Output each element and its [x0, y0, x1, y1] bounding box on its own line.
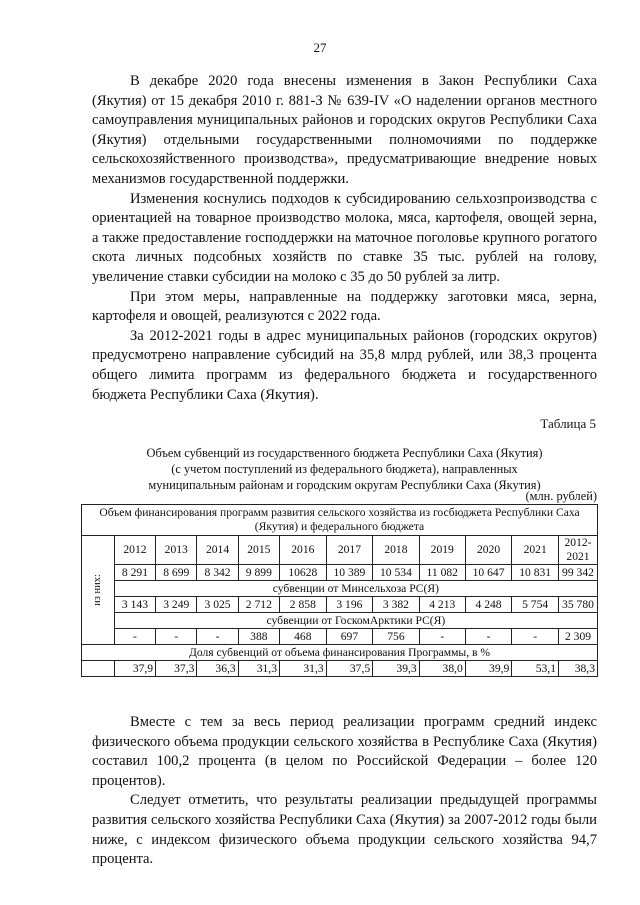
share-cell: 38,0 — [419, 661, 465, 677]
goskomarktiki-cell: 468 — [280, 629, 327, 645]
minselhoz-cell: 2 712 — [238, 597, 279, 613]
share-cell: 37,9 — [114, 661, 155, 677]
goskomarktiki-cell: - — [419, 629, 465, 645]
body-text-bottom — [92, 713, 597, 870]
minselhoz-cell: 3 025 — [197, 597, 238, 613]
share-cell: 39,9 — [465, 661, 512, 677]
year-cell: 2012-2021 — [559, 536, 598, 565]
table-caption-line: муниципальным районам и городским округам Республики Саха (Якутия) — [148, 478, 541, 492]
total-cell: 8 291 — [114, 565, 155, 581]
goskomarktiki-label: субвенции от ГоскомАрктики РС(Я) — [114, 613, 597, 629]
share-spacer — [82, 661, 115, 677]
minselhoz-cell: 5 754 — [512, 597, 559, 613]
year-cell: 2019 — [419, 536, 465, 565]
minselhoz-cell: 35 780 — [559, 597, 598, 613]
share-cell: 53,1 — [512, 661, 559, 677]
goskomarktiki-cell: 388 — [238, 629, 279, 645]
share-cell: 36,3 — [197, 661, 238, 677]
total-cell: 10 389 — [326, 565, 373, 581]
paragraph: Следует отметить, что результаты реализации предыдущей программы развития сельского хозяйства Республики Саха (Якутия) за 2007-2012 годы были ниже, с индексом физического объема продукции сельского хозяйства 94,7 процента. — [92, 792, 597, 868]
goskomarktiki-cell: - — [114, 629, 155, 645]
goskomarktiki-cell: 697 — [326, 629, 373, 645]
page-number: 27 — [313, 40, 327, 55]
share-cell: 39,3 — [373, 661, 420, 677]
table-caption-line: Объем субвенций из государственного бюджета Республики Саха (Якутия) — [146, 446, 543, 460]
subsidies-table — [81, 504, 598, 677]
goskomarktiki-cell: 756 — [373, 629, 420, 645]
year-cell: 2015 — [238, 536, 279, 565]
goskomarktiki-cell: 2 309 — [559, 629, 598, 645]
total-cell: 9 899 — [238, 565, 279, 581]
table-side-cell — [82, 536, 115, 645]
year-cell: 2017 — [326, 536, 373, 565]
share-label: Доля субвенций от объема финансирования Программы, в % — [82, 645, 598, 661]
year-cell: 2020 — [465, 536, 512, 565]
goskomarktiki-cell: - — [465, 629, 512, 645]
goskomarktiki-cell: - — [197, 629, 238, 645]
minselhoz-cell: 2 858 — [280, 597, 327, 613]
goskomarktiki-cell: - — [156, 629, 197, 645]
share-cell: 38,3 — [559, 661, 598, 677]
total-cell: 10 534 — [373, 565, 420, 581]
total-cell: 11 082 — [419, 565, 465, 581]
table-caption-line: (с учетом поступлений из федерального бюджета), направленных — [171, 462, 518, 476]
total-cell: 10 831 — [512, 565, 559, 581]
share-cell: 37,3 — [156, 661, 197, 677]
share-cell: 31,3 — [280, 661, 327, 677]
year-cell: 2021 — [512, 536, 559, 565]
paragraph: При этом меры, направленные на поддержку заготовки мяса, зерна, картофеля и овощей, реализуются с 2022 года. — [92, 288, 597, 325]
goskomarktiki-cell: - — [512, 629, 559, 645]
paragraph: Изменения коснулись подходов к субсидированию сельхозпроизводства с ориентацией на товарное производство молока, мяса, картофеля, овощей зерна, а также предоставление господдержки на маточное поголовье крупного рогатого скота личных подсобных хозяйств по ставке 35 тыс. рублей на голову, увеличение ставки субсидии на молоко с 35 до 50 рублей за литр. — [92, 190, 597, 285]
table-label: Таблица 5 — [540, 416, 596, 431]
minselhoz-cell: 3 196 — [326, 597, 373, 613]
paragraph: За 2012-2021 годы в адрес муниципальных районов (городских округов) предусмотрено направление субсидий на 35,8 млрд рублей, или 38,3 процента общего лимита программ из федерального бюджета и государственного бюджета Республики Саха (Якутия). — [92, 327, 597, 403]
minselhoz-label: субвенции от Минсельхоза РС(Я) — [114, 581, 597, 597]
table-units: (млн. рублей) — [525, 489, 597, 503]
year-cell: 2018 — [373, 536, 420, 565]
year-cell: 2013 — [156, 536, 197, 565]
table-side-label: из них: — [91, 574, 103, 606]
paragraph: Вместе с тем за весь период реализации программ средний индекс физического объема продукции сельского хозяйства в Республике Саха (Якутия) составил 100,2 процента (в целом по Российской Федерации – более 120 процентов). — [92, 714, 597, 789]
total-cell: 99 342 — [559, 565, 598, 581]
total-cell: 8 699 — [156, 565, 197, 581]
body-text-top — [92, 72, 597, 405]
share-cell: 37,5 — [326, 661, 373, 677]
total-cell: 10 647 — [465, 565, 512, 581]
paragraph: В декабре 2020 года внесены изменения в Закон Республики Саха (Якутия) от 15 декабря 2010 г. 881-З № 639-IV «О наделении органов местного самоуправления муниципальных районов и городских округов Республики Саха (Якутия) отдельными государственными полномочиями по поддержке сельскохозяйственного производства», предусматривающие внедрение новых механизмов государственной поддержки. — [92, 73, 597, 187]
minselhoz-cell: 3 249 — [156, 597, 197, 613]
minselhoz-cell: 3 382 — [373, 597, 420, 613]
minselhoz-cell: 4 213 — [419, 597, 465, 613]
table-caption — [92, 445, 597, 493]
share-cell: 31,3 — [238, 661, 279, 677]
total-cell: 8 342 — [197, 565, 238, 581]
minselhoz-cell: 4 248 — [465, 597, 512, 613]
minselhoz-cell: 3 143 — [114, 597, 155, 613]
total-cell: 10628 — [280, 565, 327, 581]
year-cell: 2014 — [197, 536, 238, 565]
year-cell: 2016 — [280, 536, 327, 565]
year-cell: 2012 — [114, 536, 155, 565]
table-header: Объем финансирования программ развития сельского хозяйства из госбюджета Республики Саха (Якутия) и федерального бюджета — [82, 505, 598, 536]
